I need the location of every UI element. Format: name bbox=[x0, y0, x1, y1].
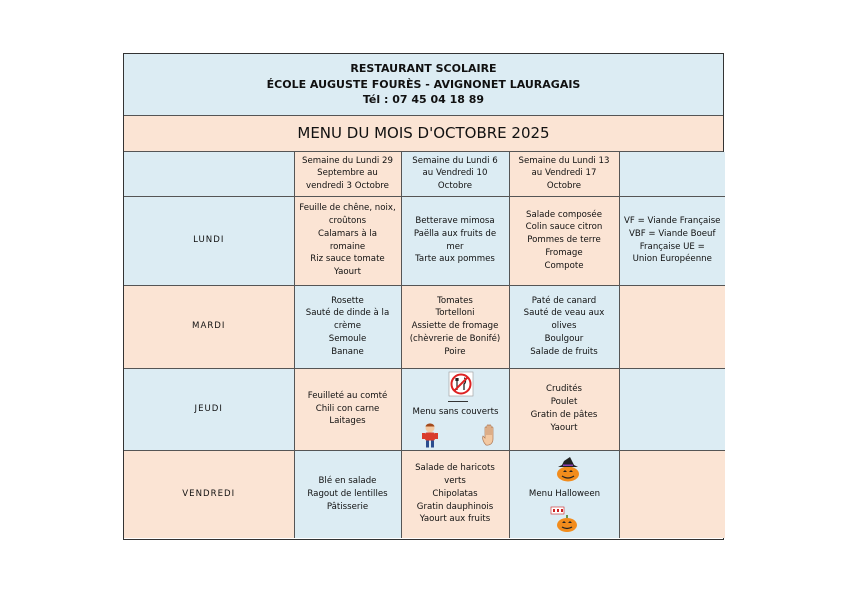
hand-icon bbox=[480, 422, 502, 447]
dish: Crudités bbox=[546, 384, 582, 395]
vendredi-week-3 bbox=[509, 450, 619, 538]
vendredi-week-1 bbox=[294, 450, 401, 538]
legend-line: Française UE = bbox=[639, 241, 705, 252]
dish: Assiette de fromage bbox=[411, 321, 499, 332]
dish: Poire bbox=[444, 346, 466, 357]
week-1-line: vendredi 3 Octobre bbox=[306, 181, 389, 192]
vendredi-row bbox=[124, 450, 725, 538]
lundi-week-2 bbox=[401, 196, 509, 285]
dish: Yaourt bbox=[334, 267, 361, 278]
dish: Sauté de dinde à la bbox=[305, 308, 390, 319]
week-3-header bbox=[509, 152, 619, 196]
dish: Semoule bbox=[328, 333, 367, 344]
day-jeudi: JEUDI bbox=[124, 368, 294, 450]
week-1-line: Semaine du Lundi 29 bbox=[302, 155, 393, 166]
lundi-week-3 bbox=[509, 196, 619, 285]
legend-line: VBF = Viande Boeuf bbox=[628, 228, 716, 239]
lundi-week-1 bbox=[294, 196, 401, 285]
jeudi-icon-area bbox=[404, 369, 507, 449]
week-1-header bbox=[294, 152, 401, 196]
dish: romaine bbox=[329, 241, 366, 252]
dish: Betterave mimosa bbox=[415, 215, 495, 226]
no-cutlery-icon bbox=[448, 371, 474, 397]
dish: Boulgour bbox=[544, 333, 584, 344]
header-school: ÉCOLE AUGUSTE FOURÈS - AVIGNONET LAURAGAIS bbox=[266, 77, 581, 91]
menu-title: MENU DU MOIS D'OCTOBRE 2025 bbox=[124, 116, 723, 152]
jeudi-row bbox=[124, 368, 725, 450]
dish: Gratin de pâtes bbox=[530, 410, 598, 420]
dish: Blé en salade bbox=[318, 476, 377, 487]
no-cutlery-text: Menu sans couverts bbox=[412, 407, 499, 417]
dish: Calamars à la bbox=[318, 228, 377, 239]
day-mardi: MARDI bbox=[124, 285, 294, 368]
dish: Chili con carne bbox=[315, 403, 380, 414]
week-1-line: Septembre au bbox=[317, 168, 378, 179]
dish: Banane bbox=[331, 346, 364, 357]
menu-sheet bbox=[123, 53, 724, 540]
dish: Tarte aux pommes bbox=[415, 254, 495, 265]
dish: Fromage bbox=[545, 247, 583, 258]
icon-underline bbox=[448, 401, 468, 402]
week-3-line: Octobre bbox=[546, 181, 582, 192]
dish: Salade de haricots bbox=[415, 463, 495, 474]
legend-line: Union Européenne bbox=[632, 254, 712, 265]
jeudi-blank bbox=[619, 368, 725, 450]
dish: Sauté de veau aux bbox=[523, 308, 605, 319]
header-restaurant: RESTAURANT SCOLAIRE bbox=[350, 62, 497, 75]
dish: Feuille de chêne, noix, bbox=[299, 203, 396, 214]
dish: verts bbox=[444, 476, 466, 487]
mardi-week-2 bbox=[401, 285, 509, 368]
blank-header bbox=[619, 152, 725, 196]
dish: Compote bbox=[544, 260, 584, 271]
dish: Chipolatas bbox=[432, 488, 478, 499]
dish: Yaourt bbox=[550, 422, 578, 433]
dish: (chèvrerie de Bonifé) bbox=[409, 333, 501, 344]
jeudi-week-3 bbox=[509, 368, 619, 450]
mardi-blank bbox=[619, 285, 725, 368]
dish: Feuilleté au comté bbox=[307, 390, 388, 401]
week-2-line: Semaine du Lundi 6 bbox=[412, 155, 498, 166]
dish: Poulet bbox=[550, 397, 578, 408]
dish: Rosette bbox=[331, 295, 364, 306]
legend-line: VF = Viande Française bbox=[624, 215, 721, 226]
jeudi-week-1 bbox=[294, 368, 401, 450]
halloween-icon-area bbox=[512, 452, 617, 536]
dish: Ragout de lentilles bbox=[307, 488, 388, 499]
vendredi-week-2 bbox=[401, 450, 509, 538]
week-2-line: Octobre bbox=[437, 181, 473, 192]
week-2-header bbox=[401, 152, 509, 196]
mardi-week-3 bbox=[509, 285, 619, 368]
dish: Tortelloni bbox=[435, 308, 475, 319]
vendredi-blank bbox=[619, 450, 725, 538]
dish: Salade composée bbox=[526, 209, 602, 220]
dish: croûtons bbox=[328, 215, 367, 226]
menu-table bbox=[124, 152, 725, 538]
halloween-text: Menu Halloween bbox=[528, 489, 601, 500]
dish: mer bbox=[446, 241, 464, 252]
pumpkin-witch-hat-icon bbox=[553, 456, 583, 482]
dish: Paté de canard bbox=[531, 295, 597, 306]
dish: Laitages bbox=[329, 416, 366, 427]
week-2-line: au Vendredi 10 bbox=[422, 168, 488, 179]
mardi-week-1 bbox=[294, 285, 401, 368]
lundi-row bbox=[124, 196, 725, 285]
dish: Pâtisserie bbox=[326, 501, 369, 512]
day-vendredi: VENDREDI bbox=[124, 450, 294, 538]
dish: Tomates bbox=[437, 295, 473, 306]
boy-icon bbox=[419, 422, 441, 449]
corner-cell bbox=[124, 152, 294, 196]
mardi-row bbox=[124, 285, 725, 368]
jeudi-week-2 bbox=[401, 368, 509, 450]
legend-cell bbox=[619, 196, 725, 285]
day-lundi: LUNDI bbox=[124, 196, 294, 285]
dish: Riz sauce tomate bbox=[310, 254, 385, 265]
dish: Colin sauce citron bbox=[525, 222, 603, 233]
school-header bbox=[124, 54, 723, 116]
dish: Gratin dauphinois bbox=[416, 501, 494, 512]
dish: Salade de fruits bbox=[530, 346, 598, 357]
header-phone: Tél : 07 45 04 18 89 bbox=[362, 93, 485, 106]
dish: Pommes de terre bbox=[527, 235, 601, 246]
pumpkin-boo-icon bbox=[550, 506, 580, 533]
weeks-row bbox=[124, 152, 725, 196]
dish: Yaourt aux fruits bbox=[419, 514, 491, 525]
week-3-line: au Vendredi 17 bbox=[531, 168, 597, 179]
week-3-line: Semaine du Lundi 13 bbox=[518, 155, 610, 166]
dish: olives bbox=[551, 321, 577, 332]
dish: crème bbox=[333, 321, 361, 332]
dish: Paëlla aux fruits de bbox=[413, 228, 497, 239]
